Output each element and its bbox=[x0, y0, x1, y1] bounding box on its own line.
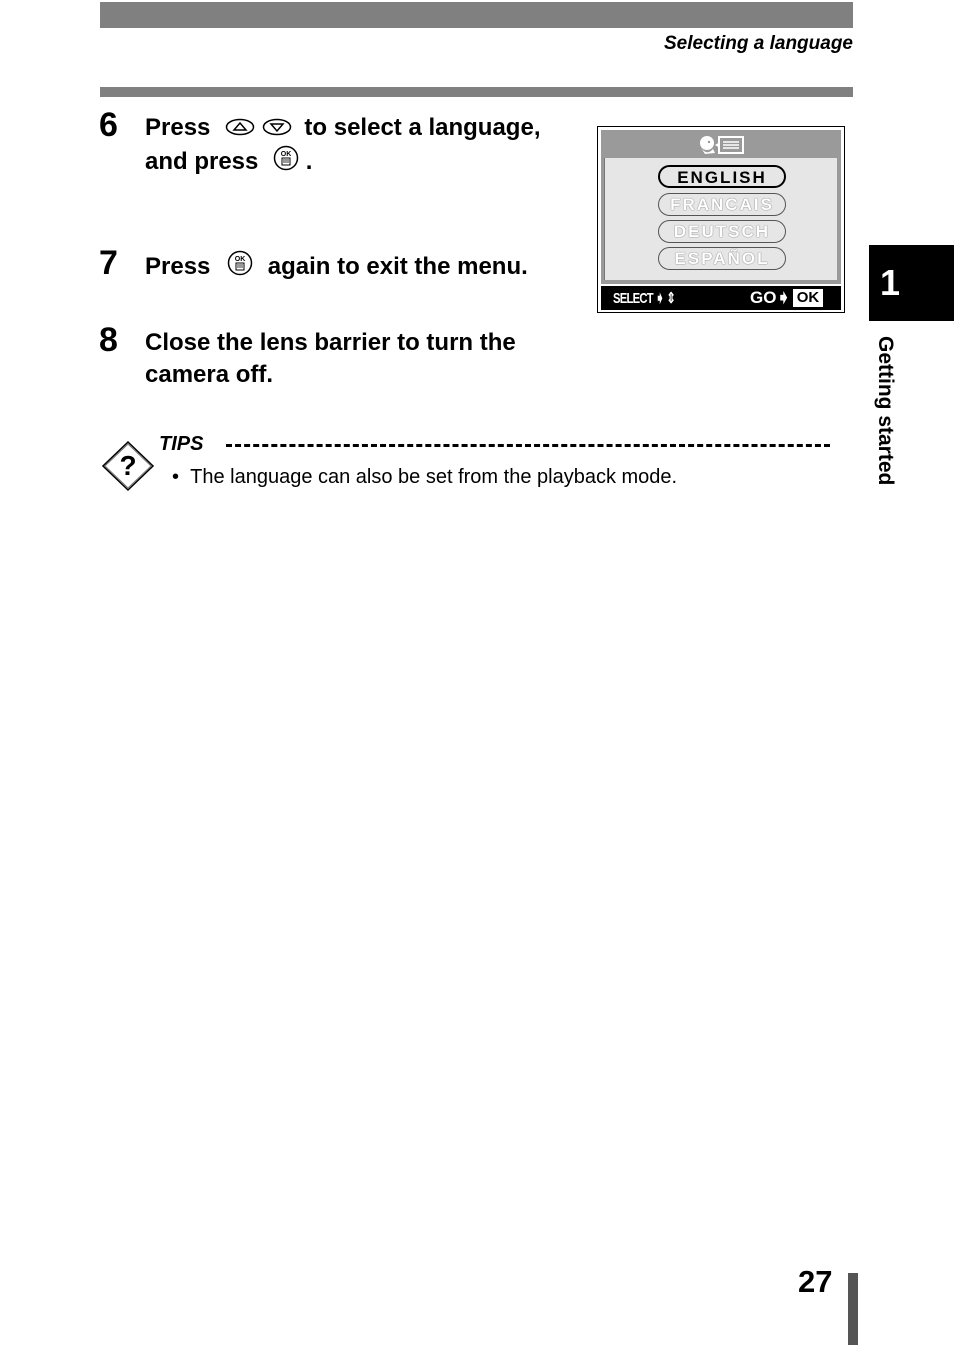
step-7-number: 7 bbox=[99, 244, 118, 282]
language-option-deutsch: DEUTSCH bbox=[658, 220, 786, 243]
language-icon bbox=[697, 134, 747, 161]
screen-footer bbox=[601, 286, 841, 310]
step-8-text bbox=[145, 327, 516, 391]
header-bar bbox=[100, 2, 853, 28]
svg-text:?: ? bbox=[119, 450, 137, 481]
screen-header bbox=[601, 130, 841, 158]
step-6-press-label: Press bbox=[145, 114, 211, 141]
tips-item: • The language can also be set from the playback mode. bbox=[172, 466, 678, 488]
chapter-label-text: Getting started bbox=[874, 336, 897, 486]
svg-text:OK: OK bbox=[280, 150, 292, 158]
header-rule bbox=[100, 87, 853, 97]
down-arrow-button-icon bbox=[262, 113, 292, 145]
step-6-instruction: to select a language, bbox=[304, 114, 541, 141]
chapter-label bbox=[873, 336, 903, 516]
page-number: 27 bbox=[798, 1264, 833, 1299]
screen-menu-area bbox=[601, 130, 841, 284]
language-option-english: ENGLISH bbox=[658, 165, 786, 188]
step-7-text bbox=[145, 250, 528, 285]
footer-ok-box: OK bbox=[793, 289, 824, 307]
step-8-number: 8 bbox=[99, 321, 118, 359]
chapter-number: 1 bbox=[880, 262, 901, 303]
step-6-period: . bbox=[305, 147, 313, 175]
question-diamond-icon bbox=[102, 440, 156, 497]
language-option-francais: FRANCAIS bbox=[658, 193, 786, 216]
language-list bbox=[605, 158, 837, 280]
step-8-line1: Close the lens barrier to turn the bbox=[145, 329, 516, 356]
ok-button-icon bbox=[227, 250, 253, 285]
tips-divider bbox=[226, 444, 830, 447]
step-7-instruction: again to exit the menu. bbox=[267, 252, 528, 280]
camera-screen bbox=[597, 126, 845, 313]
footer-select-text: SELECT bbox=[613, 290, 653, 307]
step-7-press-label: Press bbox=[145, 252, 211, 280]
language-option-espanol: ESPAÑOL bbox=[658, 247, 786, 270]
footer-go-label: GO➧ OK bbox=[750, 288, 823, 308]
tips-item-text: The language can also be set from the playback mode. bbox=[190, 466, 678, 488]
step-8-line2: camera off. bbox=[145, 361, 274, 388]
svg-text:OK: OK bbox=[234, 256, 246, 263]
footer-go-text: GO bbox=[750, 288, 777, 307]
up-arrow-button-icon bbox=[225, 113, 255, 145]
tips-title: TIPS bbox=[159, 433, 204, 455]
step-6-number: 6 bbox=[99, 106, 118, 144]
section-title: Selecting a language bbox=[664, 33, 853, 54]
ok-button-icon bbox=[273, 145, 299, 180]
footer-select-label: SELECT ➧ ⇕ bbox=[613, 290, 676, 307]
step-6-text bbox=[145, 112, 540, 180]
step-6-and-press-label: and press bbox=[145, 147, 259, 175]
page-number-bar bbox=[848, 1273, 858, 1345]
